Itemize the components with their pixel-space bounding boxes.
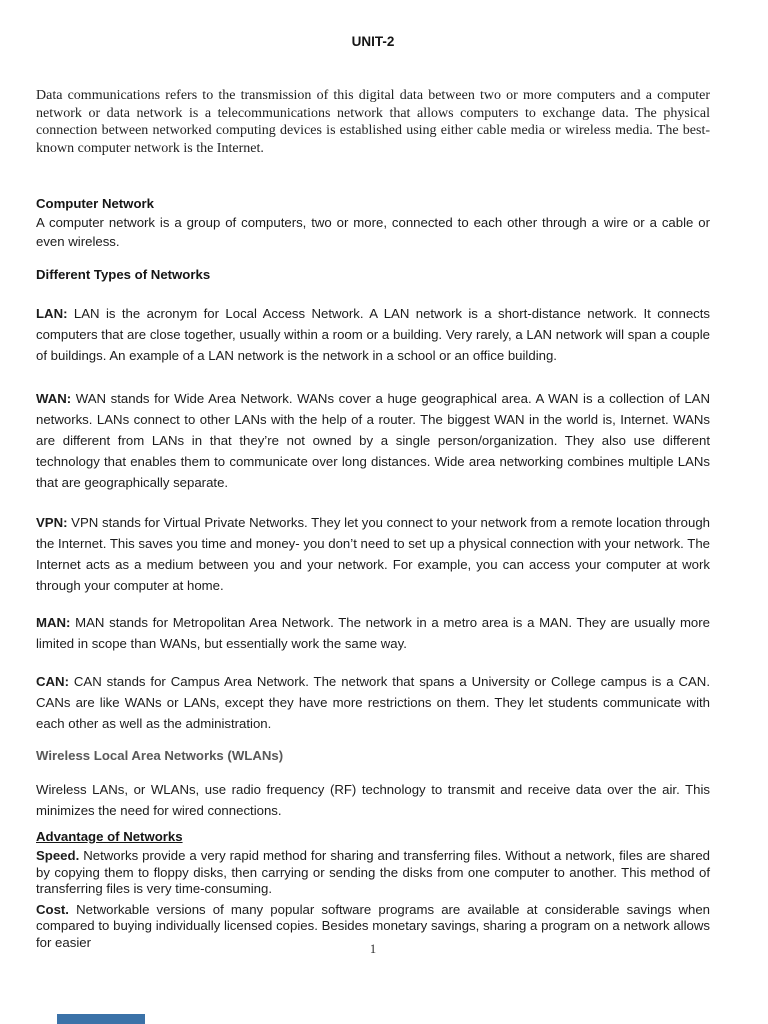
- paragraph-vpn: [36, 512, 710, 596]
- section-heading-advantages: Advantage of Networks: [36, 829, 183, 844]
- paragraph-wlan: Wireless LANs, or WLANs, use radio frequency (RF) technology to transmit and receive data over the air. This minimizes the need for wired connections.: [36, 782, 710, 818]
- speed-term: Speed.: [36, 848, 80, 863]
- vpn-term: VPN:: [36, 515, 68, 530]
- paragraph-can: [36, 671, 710, 734]
- man-term: MAN:: [36, 615, 71, 630]
- wan-definition: WAN stands for Wide Area Network. WANs cover a huge geographical area. A WAN is a collection of LAN networks. LANs connect to other LANs with the help of a router. The biggest WAN in the world is, Internet. WANs are different from LANs in that they’re not owned by a single person/organization. They also use different technology that enables them to communicate over long distances. Wide area networking combines multiple LANs that are geographically separate.: [36, 391, 710, 490]
- scroll-progress-bar: [57, 1014, 145, 1024]
- cost-definition: Networkable versions of many popular software programs are available at considerable savings when compared to buying individually licensed copies. Besides monetary savings, sharing a program on a network allows for easier: [36, 901, 710, 950]
- lan-definition: LAN is the acronym for Local Access Network. A LAN network is a short-distance network. It connects computers that are close together, usually within a room or a building. Very rarely, a LAN network will span a couple of buildings. An example of a LAN network is the network in a school or an office building.: [36, 306, 710, 363]
- intro-paragraph: Data communications refers to the transmission of this digital data between two or more computers and a computer network or data network is a telecommunications network that allows computers to exchange data. The physical connection between networked computing devices is established using either cable media or wireless media. The best-known computer network is the Internet.: [36, 88, 710, 156]
- paragraph-man: [36, 612, 710, 654]
- paragraph-speed: [36, 848, 710, 898]
- section-heading-wlan: Wireless Local Area Networks (WLANs): [36, 748, 284, 763]
- section-heading-computer-network: Computer Network: [36, 196, 154, 211]
- can-definition: CAN stands for Campus Area Network. The network that spans a University or College campus is a CAN. CANs are like WANs or LANs, except they have more restrictions on them. They let students communicate with each other as well as the administration.: [36, 674, 710, 731]
- paragraph-computer-network: A computer network is a group of computers, two or more, connected to each other through a wire or a cable or even wireless.: [36, 215, 710, 249]
- wan-term: WAN:: [36, 391, 72, 406]
- man-definition: MAN stands for Metropolitan Area Network. The network in a metro area is a MAN. They are usually more limited in scope than WANs, but essentially work the same way.: [36, 615, 710, 651]
- paragraph-lan: [36, 303, 710, 366]
- speed-definition: Networks provide a very rapid method for sharing and transferring files. Without a network, files are shared by copying them to floppy disks, then carrying or sending the disks from one computer to another. This method of transferring files is very time-consuming.: [36, 848, 710, 896]
- lan-term: LAN:: [36, 306, 68, 321]
- vpn-definition: VPN stands for Virtual Private Networks. They let you connect to your network from a remote location through the Internet. This saves you time and money- you don’t need to set up a physical connection with your network. The Internet acts as a medium between you and your network. For example, you can access your computer at work through your computer at home.: [36, 515, 710, 593]
- section-heading-network-types: Different Types of Networks: [36, 267, 211, 282]
- can-term: CAN:: [36, 674, 69, 689]
- page-number: 1: [369, 942, 377, 956]
- paragraph-wan: [36, 388, 710, 493]
- page-title: UNIT-2: [351, 34, 395, 49]
- cost-term: Cost.: [36, 901, 69, 917]
